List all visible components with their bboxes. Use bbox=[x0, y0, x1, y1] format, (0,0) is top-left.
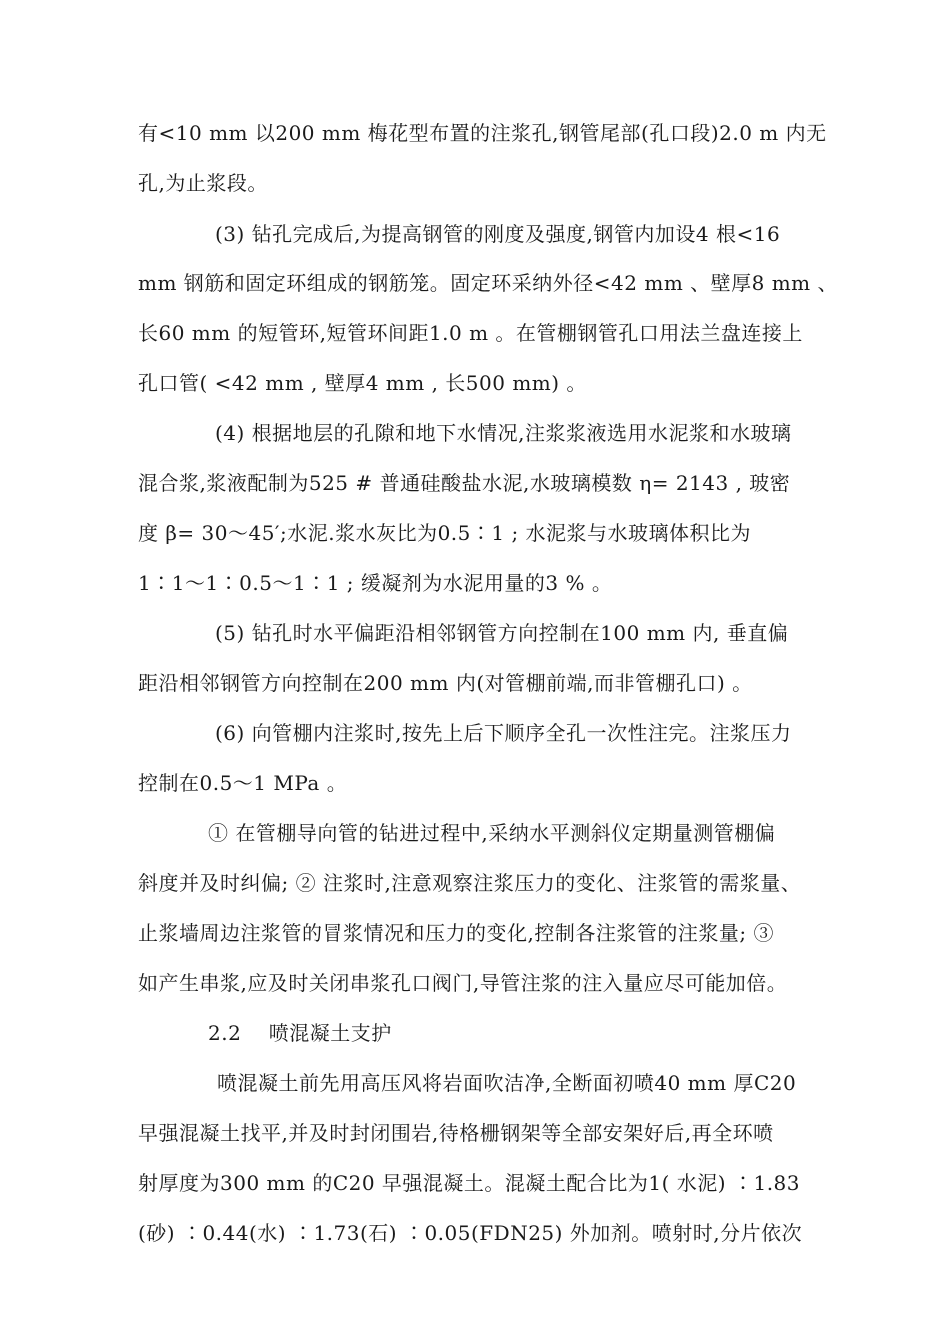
text-line: (5) 钻孔时水平偏距沿相邻钢管方向控制在100 mm 内, 垂直偏 bbox=[215, 621, 789, 645]
text-line: 早强混凝土找平,并及时封闭围岩,待格栅钢架等全部安架好后,再全环喷 bbox=[138, 1121, 774, 1145]
text-line: 混合浆,浆液配制为525 # 普通硅酸盐水泥,水玻璃模数 η= 2143 , 玻密 bbox=[138, 471, 791, 495]
text-line: 孔,为止浆段。 bbox=[138, 171, 268, 195]
text-line: (3) 钻孔完成后,为提高钢管的刚度及强度,钢管内加设4 根<16 bbox=[215, 222, 781, 246]
text-line: (4) 根据地层的孔隙和地下水情况,注浆浆液选用水泥浆和水玻璃 bbox=[215, 421, 792, 445]
text-line: 有<10 mm 以200 mm 梅花型布置的注浆孔,钢管尾部(孔口段)2.0 m 内无 bbox=[138, 121, 827, 145]
text-line: 控制在0.5～1 MPa 。 bbox=[138, 771, 348, 795]
text-line: ① 在管棚导向管的钻进过程中,采纳水平测斜仪定期量测管棚偏 bbox=[208, 821, 776, 845]
text-line: 1∶1～1∶0.5～1∶1 ; 缓凝剂为水泥用量的3 % 。 bbox=[138, 571, 613, 595]
text-line: 距沿相邻钢管方向控制在200 mm 内(对管棚前端,而非管棚孔口) 。 bbox=[138, 671, 753, 695]
section-heading: 2.2 喷混凝土支护 bbox=[208, 1021, 392, 1045]
text-line: 止浆墙周边注浆管的冒浆情况和压力的变化,控制各注浆管的注浆量; ③ bbox=[138, 921, 774, 945]
text-line: 喷混凝土前先用高压风将岩面吹洁净,全断面初喷40 mm 厚C20 bbox=[217, 1071, 797, 1095]
text-line: 长60 mm 的短管环,短管环间距1.0 m 。在管棚钢管孔口用法兰盘连接上 bbox=[138, 321, 803, 345]
text-line: 孔口管( <42 mm , 壁厚4 mm , 长500 mm) 。 bbox=[138, 371, 587, 395]
text-line: 射厚度为300 mm 的C20 早强混凝土。混凝土配合比为1( 水泥) ∶1.83 bbox=[138, 1171, 801, 1195]
text-line: 度 β= 30～45′;水泥.浆水灰比为0.5∶1 ; 水泥浆与水玻璃体积比为 bbox=[138, 521, 752, 545]
text-line: (砂) ∶0.44(水) ∶1.73(石) ∶0.05(FDN25) 外加剂。喷射时,分片依次 bbox=[138, 1221, 803, 1245]
text-line: mm 钢筋和固定环组成的钢筋笼。固定环采纳外径<42 mm 、壁厚8 mm 、 bbox=[138, 271, 839, 295]
text-line: 斜度并及时纠偏; ② 注浆时,注意观察注浆压力的变化、注浆管的需浆量、 bbox=[138, 871, 802, 895]
text-line: (6) 向管棚内注浆时,按先上后下顺序全孔一次性注完。注浆压力 bbox=[215, 721, 792, 745]
text-line: 如产生串浆,应及时关闭串浆孔口阀门,导管注浆的注入量应尽可能加倍。 bbox=[138, 971, 788, 995]
